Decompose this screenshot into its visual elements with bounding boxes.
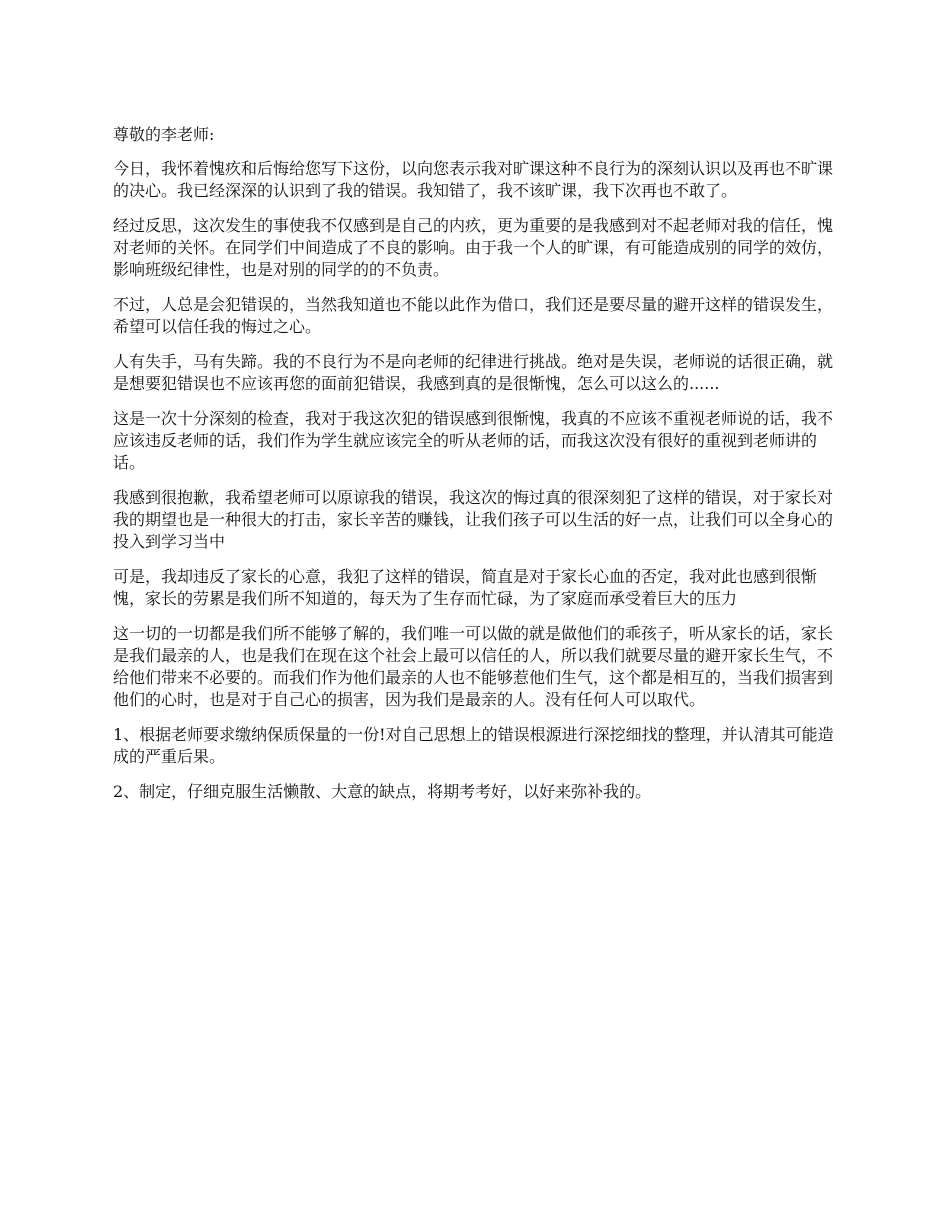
list-item-2: 2、制定，仔细克服生活懒散、大意的缺点，将期考考好，以好来弥补我的。	[113, 782, 652, 801]
paragraph-8: 这一切的一切都是我们所不能够了解的，我们唯一可以做的就是做他们的乖孩子，听从家长的话，家长是我们最亲的人，也是我们在现在这个社会上最可以信任的人，所以我们就要尽量的避开家长生气，不给他们带来不必要的。而我们作为他们最亲的人也不能够惹他们生气，这个都是相互的，当我们损害到他们的心时，也是对于自己心的损害，因为我们是最亲的人。没有任何人可以取代。	[113, 624, 834, 709]
letter-greeting: 尊敬的李老师:	[113, 125, 215, 144]
paragraph-3: 不过，人总是会犯错误的，当然我知道也不能以此作为借口，我们还是要尽量的避开这样的错误发生，希望可以信任我的悔过之心。	[113, 295, 834, 336]
paragraph-7: 可是，我却违反了家长的心意，我犯了这样的错误，简直是对于家长心血的否定，我对此也感到很惭愧，家长的劳累是我们所不知道的，每天为了生存而忙碌，为了家庭而承受着巨大的压力	[113, 567, 818, 608]
paragraph-2: 经过反思，这次发生的事使我不仅感到是自己的内疚，更为重要的是我感到对不起老师对我的信任，愧对老师的关怀。在同学们中间造成了不良的影响。由于我一个人的旷课，有可能造成别的同学的效仿，影响班级纪律性，也是对别的同学的的不负责。	[113, 216, 834, 279]
paragraph-1: 今日，我怀着愧疚和后悔给您写下这份，以向您表示我对旷课这种不良行为的深刻认识以及再也不旷课的决心。我已经深深的认识到了我的错误。我知错了，我不该旷课，我下次再也不敢了。	[113, 159, 834, 200]
paragraph-5: 这是一次十分深刻的检查，我对于我这次犯的错误感到很惭愧，我真的不应该不重视老师说的话，我不应该违反老师的话，我们作为学生就应该完全的听从老师的话，而我这次没有很好的重视到老师讲的话。	[113, 409, 834, 472]
paragraph-6: 我感到很抱歉，我希望老师可以原谅我的错误，我这次的悔过真的很深刻犯了这样的错误，对于家长对我的期望也是一种很大的打击，家长辛苦的赚钱，让我们孩子可以生活的好一点，让我们可以全身心的投入到学习当中	[113, 488, 834, 551]
paragraph-4: 人有失手，马有失蹄。我的不良行为不是向老师的纪律进行挑战。绝对是失误，老师说的话很正确，就是想要犯错误也不应该再您的面前犯错误，我感到真的是很惭愧，怎么可以这么的......	[113, 352, 834, 393]
list-item-1: 1、根据老师要求缴纳保质保量的一份!对自己思想上的错误根源进行深挖细找的整理，并认清其可能造成的严重后果。	[113, 725, 834, 766]
letter-body	[113, 124, 843, 816]
